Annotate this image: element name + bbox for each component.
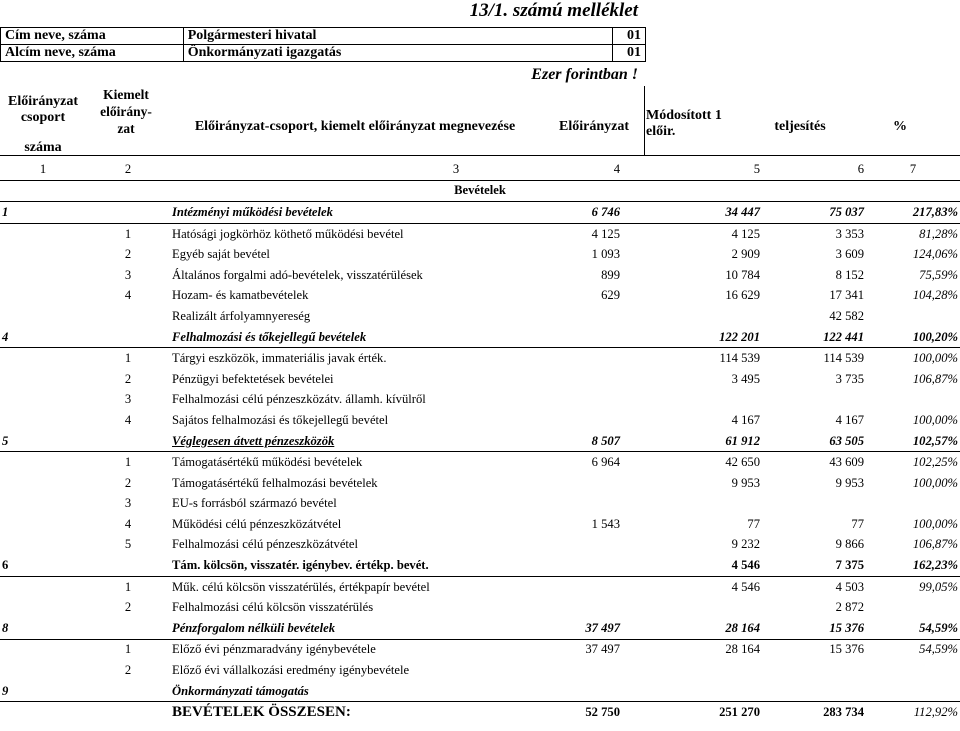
meta-number: 01 [613,28,646,45]
table-row [0,202,960,224]
colnum-2: 2 [86,159,170,180]
value-teljesites: 8 152 [835,267,864,282]
total-spacer [0,702,86,723]
value-modositott: 42 650 [725,455,760,470]
value-eloiranyzat [544,681,622,702]
value-modositott [622,681,762,702]
value-eloiranyzat [544,494,622,515]
value-percent: 102,57% [866,431,960,452]
value-modositott: 77 [747,516,760,531]
item-name: Általános forgalmi adó-bevételek, visszatérülések [172,267,423,282]
table-row [0,286,960,307]
table-row [0,555,960,576]
value-eloiranyzat: 8 507 [544,431,622,452]
section-title: Bevételek [0,180,960,202]
value-teljesites: 75 037 [762,202,866,224]
table-row [0,618,960,639]
value-eloiranyzat: 1 543 [591,516,620,531]
header-col5-line2: előir. [646,124,676,139]
item-number: 1 [124,226,132,241]
item-number: 1 [124,455,132,470]
meta-table [0,27,646,62]
header-col2-line2: előirány- [100,104,152,119]
value-modositott: 28 164 [725,642,760,657]
value-eloiranyzat: 37 497 [544,618,622,639]
table-row [0,306,960,327]
group-number: 8 [0,618,86,639]
item-number: 2 [124,371,132,386]
value-eloiranyzat: 1 093 [591,247,620,262]
value-teljesites: 7 375 [762,555,866,576]
table-row [0,410,960,431]
meta-row-cim [1,28,646,45]
item-name: Realizált árfolyamnyereség [172,308,311,323]
item-name: Önkormányzati támogatás [170,681,544,702]
budget-table-body [0,159,960,723]
group-number [0,369,86,390]
group-number [0,244,86,265]
item-number [86,555,170,576]
table-row [0,390,960,411]
item-number: 4 [124,516,132,531]
value-modositott: 122 201 [622,327,762,348]
group-number [0,535,86,556]
value-teljesites: 42 582 [829,308,864,323]
item-number: 4 [124,412,132,427]
item-name: Pénzügyi befektetések bevételei [172,371,334,386]
table-row [0,535,960,556]
header-col5-line1: Módosított 1 [646,108,722,123]
value-teljesites: 3 735 [835,371,864,386]
group-number [0,348,86,369]
value-eloiranyzat: 6 964 [591,455,620,470]
item-name: Előző évi vállalkozási eredmény igénybevétele [172,663,410,678]
table-row [0,244,960,265]
value-eloiranyzat [544,390,622,411]
meta-label: Cím neve, száma [1,28,184,45]
table-row [0,639,960,660]
item-name: Műk. célú kölcsön visszatérülés, értékpapír bevétel [172,579,430,594]
value-teljesites [762,494,866,515]
value-teljesites: 43 609 [829,455,864,470]
meta-number: 01 [613,45,646,62]
value-eloiranyzat [544,348,622,369]
table-row [0,223,960,244]
value-percent: 81,28% [919,226,958,241]
value-eloiranyzat [544,597,622,618]
group-number [0,306,86,327]
value-percent: 99,05% [919,579,958,594]
total-modositott: 251 270 [622,702,762,723]
value-modositott: 34 447 [622,202,762,224]
value-modositott: 2 909 [731,247,760,262]
value-modositott: 4 546 [731,579,760,594]
group-number [0,473,86,494]
header-col6: teljesítés [774,119,826,134]
header-col7: % [893,119,907,134]
value-modositott [622,597,762,618]
header-col1-line3: száma [24,140,62,155]
document-title: 13/1. számú melléklet [469,0,638,21]
item-number: 2 [124,247,132,262]
item-number: 4 [124,288,132,303]
group-number [0,410,86,431]
value-percent [866,390,960,411]
meta-label: Alcím neve, száma [1,45,184,62]
item-number: 3 [124,496,132,511]
value-percent: 100,00% [912,412,958,427]
column-number-row [0,159,960,180]
value-percent: 54,59% [919,642,958,657]
value-percent: 100,00% [912,351,958,366]
header-col3: Előirányzat-csoport, kiemelt előirányzat megnevezése [194,119,516,134]
value-modositott: 10 784 [725,267,760,282]
value-eloiranyzat [544,660,622,681]
item-name: Egyéb saját bevétel [172,247,270,262]
group-number [0,660,86,681]
value-percent: 102,25% [912,455,958,470]
value-percent: 104,28% [912,288,958,303]
header-divider [0,155,960,156]
group-number [0,390,86,411]
item-name: Hozam- és kamatbevételek [172,288,309,303]
value-percent: 100,00% [912,475,958,490]
group-number: 5 [0,431,86,452]
value-eloiranyzat: 899 [601,267,620,282]
table-row [0,473,960,494]
group-number [0,639,86,660]
item-name: Felhalmozási célú pénzeszközátvétel [172,537,359,552]
table-row [0,452,960,473]
value-percent: 106,87% [912,371,958,386]
table-row [0,681,960,702]
value-teljesites: 4 167 [835,412,864,427]
group-number: 6 [0,555,86,576]
item-name: EU-s forrásból származó bevétel [172,496,337,511]
item-number: 1 [124,579,132,594]
item-number: 5 [124,537,132,552]
table-row [0,431,960,452]
column-header [0,86,960,154]
item-name: Előző évi pénzmaradvány igénybevétele [172,642,376,657]
meta-name: Önkormányzati igazgatás [183,45,612,62]
value-teljesites: 4 503 [835,579,864,594]
value-percent [866,494,960,515]
value-modositott: 4 125 [731,226,760,241]
value-percent: 217,83% [866,202,960,224]
meta-row-alcim [1,45,646,62]
item-number [86,202,170,224]
value-eloiranyzat: 6 746 [544,202,622,224]
header-col1 [0,94,86,156]
group-number: 1 [0,202,86,224]
meta-name: Polgármesteri hivatal [183,28,612,45]
group-number [0,452,86,473]
value-eloiranyzat: 4 125 [591,226,620,241]
value-eloiranyzat [544,410,622,431]
group-number [0,265,86,286]
header-col1-line1: Előirányzat [8,94,78,109]
header-col2-line1: Kiemelt [103,87,149,102]
value-teljesites [762,390,866,411]
value-percent [866,306,960,327]
value-modositott [622,306,762,327]
value-eloiranyzat [544,576,622,597]
value-percent: 100,00% [912,516,958,531]
value-teljesites: 3 609 [835,247,864,262]
total-spacer [86,702,170,723]
colnum-4: 4 [544,159,622,180]
table-row [0,660,960,681]
value-modositott: 9 232 [731,537,760,552]
table-row [0,597,960,618]
item-number: 2 [124,475,132,490]
value-percent [866,660,960,681]
budget-table [0,159,960,723]
group-number [0,223,86,244]
item-name: Felhalmozási célú pénzeszközátv. államh. kívülről [172,392,426,407]
colnum-6: 6 [762,159,866,180]
item-number: 1 [124,351,132,366]
total-label: BEVÉTELEK ÖSSZESEN: [170,702,544,723]
colnum-3: 3 [170,159,544,180]
value-percent: 106,87% [912,537,958,552]
value-eloiranyzat [544,327,622,348]
group-number: 9 [0,681,86,702]
table-row [0,576,960,597]
group-number [0,286,86,307]
item-name: Támogatásértékű felhalmozási bevételek [172,475,378,490]
value-eloiranyzat [544,555,622,576]
item-number [86,306,170,327]
value-teljesites: 9 866 [835,537,864,552]
value-percent [866,681,960,702]
group-number [0,494,86,515]
total-percent: 112,92% [866,702,960,723]
value-teljesites: 15 376 [829,642,864,657]
item-name: Felhalmozási célú kölcsön visszatérülés [172,600,374,615]
item-name: Intézményi működési bevételek [170,202,544,224]
value-percent: 75,59% [919,267,958,282]
item-name: Támogatásértékű működési bevételek [172,455,363,470]
section-row [0,180,960,202]
value-teljesites: 114 539 [823,351,864,366]
value-eloiranyzat: 37 497 [585,642,620,657]
value-percent: 100,20% [866,327,960,348]
table-row [0,514,960,535]
value-modositott: 28 164 [622,618,762,639]
colnum-5: 5 [622,159,762,180]
group-number [0,576,86,597]
value-teljesites: 77 [851,516,864,531]
header-vline [644,86,645,156]
value-modositott: 3 495 [731,371,760,386]
value-modositott: 114 539 [719,351,760,366]
value-percent: 162,23% [866,555,960,576]
value-eloiranyzat [544,369,622,390]
value-teljesites [762,681,866,702]
item-number: 3 [124,267,132,282]
value-teljesites [762,660,866,681]
value-teljesites: 122 441 [762,327,866,348]
value-modositott: 16 629 [725,288,760,303]
value-modositott [622,494,762,515]
item-name: Hatósági jogkörhöz köthető működési bevétel [172,226,404,241]
table-row [0,327,960,348]
value-teljesites: 3 353 [835,226,864,241]
table-row [0,265,960,286]
item-number: 2 [124,600,132,615]
value-modositott: 4 546 [622,555,762,576]
colnum-1: 1 [0,159,86,180]
item-number [86,431,170,452]
value-eloiranyzat [544,473,622,494]
unit-note: Ezer forintban ! [531,66,638,83]
colnum-7: 7 [866,159,960,180]
header-col2-line3: zat [117,121,135,136]
value-teljesites: 17 341 [829,288,864,303]
item-name: Tám. kölcsön, visszatér. igénybev. értékp. bevét. [170,555,544,576]
header-col4: Előirányzat [559,119,629,134]
item-name: Felhalmozási és tőkejellegű bevételek [170,327,544,348]
total-eloiranyzat: 52 750 [544,702,622,723]
value-teljesites: 2 872 [835,600,864,615]
value-teljesites: 63 505 [762,431,866,452]
table-row [0,369,960,390]
value-modositott: 4 167 [731,412,760,427]
group-number: 4 [0,327,86,348]
item-number [86,618,170,639]
table-row [0,348,960,369]
value-teljesites: 15 376 [762,618,866,639]
value-eloiranyzat [544,535,622,556]
value-modositott: 61 912 [622,431,762,452]
item-number: 2 [124,663,132,678]
item-name: Véglegesen átvett pénzeszközök [170,431,544,452]
header-col2 [86,86,166,137]
header-col1-line2: csoport [20,110,66,125]
item-number [86,681,170,702]
item-number [86,327,170,348]
value-modositott [622,660,762,681]
item-name: Tárgyi eszközök, immateriális javak érték. [172,351,387,366]
item-number: 3 [124,392,132,407]
group-number [0,597,86,618]
value-modositott [622,390,762,411]
value-percent: 124,06% [912,247,958,262]
item-name: Működési célú pénzeszközátvétel [172,516,342,531]
item-name: Sajátos felhalmozási és tőkejellegű bevétel [172,412,389,427]
value-eloiranyzat: 629 [601,288,620,303]
value-percent: 54,59% [866,618,960,639]
item-number: 1 [124,642,132,657]
value-modositott: 9 953 [731,475,760,490]
group-number [0,514,86,535]
total-row [0,702,960,723]
value-eloiranyzat [544,306,622,327]
value-teljesites: 9 953 [835,475,864,490]
value-percent [866,597,960,618]
total-teljesites: 283 734 [762,702,866,723]
table-row [0,494,960,515]
item-name: Pénzforgalom nélküli bevételek [170,618,544,639]
